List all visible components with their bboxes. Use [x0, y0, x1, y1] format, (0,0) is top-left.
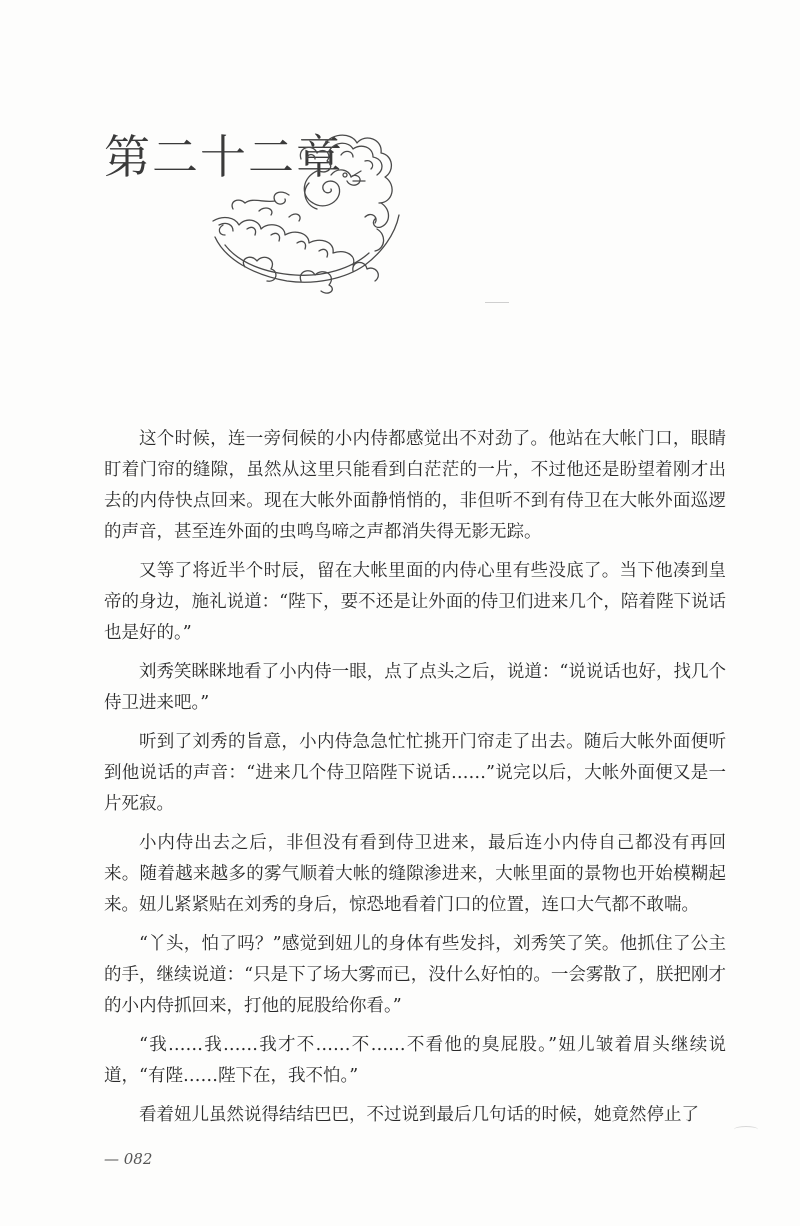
paragraph: 看着妞儿虽然说得结结巴巴，不过说到最后几句话的时候，她竟然停止了 [139, 1105, 699, 1125]
paragraph: “丫头，怕了吗？”感觉到妞儿的身体有些发抖，刘秀笑了笑。他抓住了公主的手，继续说道：“只是下了场大雾而已，没什么好怕的。一会雾散了，朕把刚才的小内侍抓回来，打他的屁股给你看。” [104, 934, 726, 1016]
page-curl-mark [734, 1126, 758, 1133]
body-text [104, 424, 726, 1139]
paragraph: 听到了刘秀的旨意，小内侍急急忙忙挑开门帘走了出去。随后大帐外面便听到他说话的声音：“进来几个侍卫陪陛下说话……”说完以后，大帐外面便又是一片死寂。 [104, 732, 726, 814]
page-number: — 082 [104, 1150, 153, 1168]
paragraph: “我……我……我才不……不……不看他的臭屁股。”妞儿皱着眉头继续说道，“有陛……陛下在，我不怕。” [104, 1035, 726, 1086]
decorative-hairline [485, 302, 509, 303]
paragraph: 又等了将近半个时辰，留在大帐里面的内侍心里有些没底了。当下他凑到皇帝的身边，施礼说道：“陛下，要不还是让外面的侍卫们进来几个，陪着陛下说话也是好的。” [104, 561, 726, 643]
chapter-title: 第二十二章 [104, 130, 344, 184]
paragraph: 刘秀笑眯眯地看了小内侍一眼，点了点头之后，说道：“说说话也好，找几个侍卫进来吧。” [104, 662, 726, 713]
paragraph: 小内侍出去之后，非但没有看到侍卫进来，最后连小内侍自己都没有再回来。随着越来越多的雾气顺着大帐的缝隙渗进来，大帐里面的景物也开始模糊起来。妞儿紧紧贴在刘秀的身后，惊恐地看着门口的位置，连口大气都不敢喘。 [104, 833, 726, 915]
cloud-dragon-ornament-icon [205, 125, 405, 295]
paragraph: 这个时候，连一旁伺候的小内侍都感觉出不对劲了。他站在大帐门口，眼睛盯着门帘的缝隙，虽然从这里只能看到白茫茫的一片，不过他还是盼望着刚才出去的内侍快点回来。现在大帐外面静悄悄的，非但听不到有侍卫在大帐外面巡逻的声音，甚至连外面的虫鸣鸟啼之声都消失得无影无踪。 [104, 429, 726, 542]
